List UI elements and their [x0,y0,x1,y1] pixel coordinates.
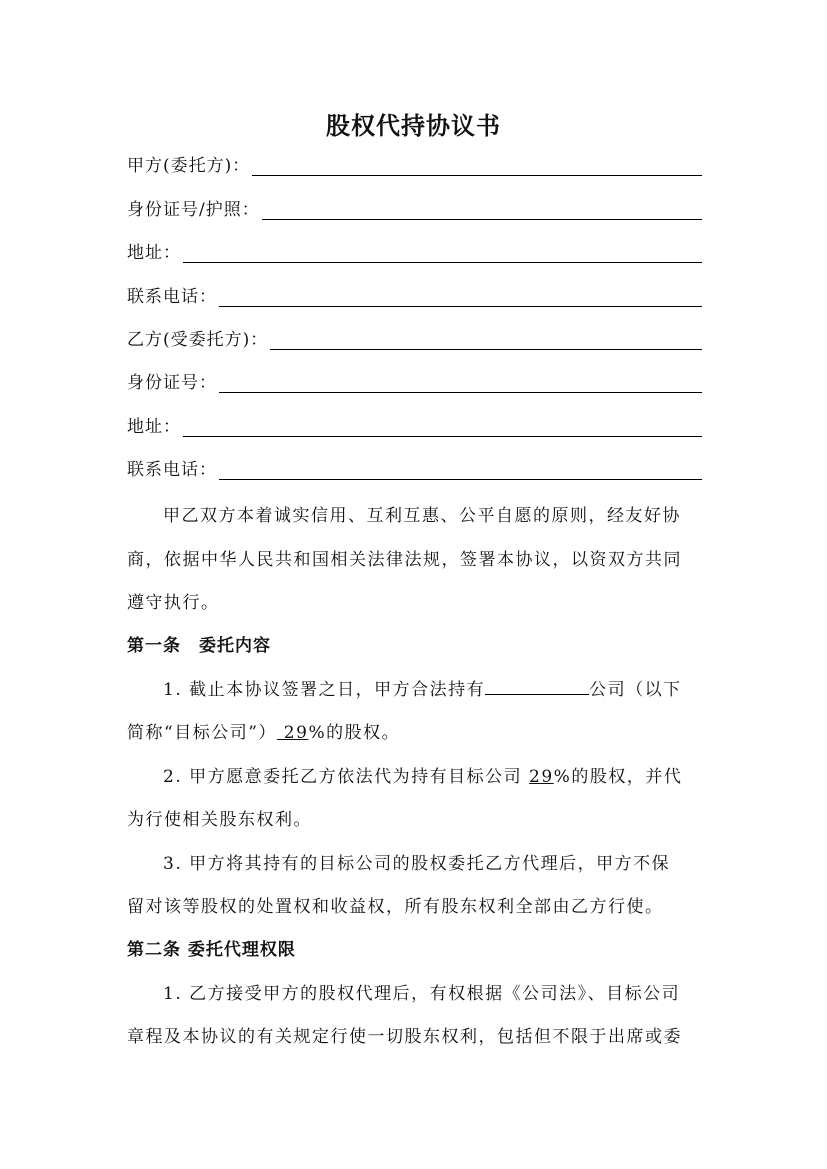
party-a-name-field[interactable] [127,152,702,176]
article-1-clause-2-text-a: 2. 甲方愿意委托乙方依法代为持有目标公司 [163,767,530,787]
article-1-clause-2-percent: 29 [529,767,554,787]
party-b-id-label: 身份证号： [127,373,217,393]
article-1-clause-2-text-b: %的股权，并代 [553,767,683,787]
party-a-address-field[interactable] [127,239,702,263]
company-name-blank[interactable] [485,678,589,695]
article-1-clause-2-line-2: 为行使相关股东权利。 [127,810,312,830]
party-b-name-field[interactable] [127,326,702,350]
party-b-address-label: 地址： [127,417,181,437]
party-a-id-label: 身份证号/护照： [127,200,260,220]
preamble-line-1: 甲乙双方本着诚实信用、互利互惠、公平自愿的原则，经友好协 [163,506,681,526]
party-a-address-blank[interactable] [183,242,702,263]
party-b-phone-field[interactable] [127,456,702,480]
party-b-id-blank[interactable] [219,372,702,393]
article-1-clause-1-text-d: %的股权。 [308,723,401,743]
article-1-clause-2-line-1 [163,762,702,787]
party-a-id-field[interactable] [127,196,702,220]
party-b-name-label: 乙方(受委托方)： [127,330,269,350]
party-a-name-blank[interactable] [252,155,702,176]
party-a-id-blank[interactable] [262,199,702,220]
party-b-address-blank[interactable] [183,416,702,437]
party-b-phone-label: 联系电话： [127,460,217,480]
article-1-clause-3-line-2: 留对该等股权的处置权和收益权，所有股东权利全部由乙方行使。 [127,897,664,917]
party-b-phone-blank[interactable] [219,459,702,480]
party-b-id-field[interactable] [127,369,702,393]
article-1-clause-1-text-b: 公司（以下 [589,680,682,700]
article-1-clause-1-line-1 [163,675,702,700]
party-a-phone-blank[interactable] [219,286,702,307]
article-2-clause-1-line-1: 1. 乙方接受甲方的股权代理后，有权根据《公司法》、目标公司 [163,984,681,1004]
party-b-name-blank[interactable] [270,329,702,350]
party-a-phone-field[interactable] [127,283,702,307]
article-1-clause-1-text-a: 1. 截止本协议签署之日，甲方合法持有 [163,680,486,700]
party-a-name-label: 甲方(委托方)： [127,156,251,176]
party-a-phone-label: 联系电话： [127,287,217,307]
preamble-line-3: 遵守执行。 [127,593,220,613]
article-2-heading: 第二条 委托代理权限 [127,940,296,960]
article-1-heading: 第一条 委托内容 [127,636,271,656]
article-1-clause-1-percent: 29 [276,723,309,743]
article-1-clause-1-text-c: 简称“目标公司”） [127,723,277,743]
party-b-address-field[interactable] [127,413,702,437]
article-1-clause-3-line-1: 3. 甲方将其持有的目标公司的股权委托乙方代理后，甲方不保 [163,854,671,874]
party-a-address-label: 地址： [127,243,181,263]
preamble-line-2: 商，依据中华人民共和国相关法律法规，签署本协议，以资双方共同 [127,550,682,570]
document-title: 股权代持协议书 [326,111,501,140]
article-2-clause-1-line-2: 章程及本协议的有关规定行使一切股东权利，包括但不限于出席或委 [127,1027,682,1047]
article-1-clause-1-line-2 [127,718,702,743]
